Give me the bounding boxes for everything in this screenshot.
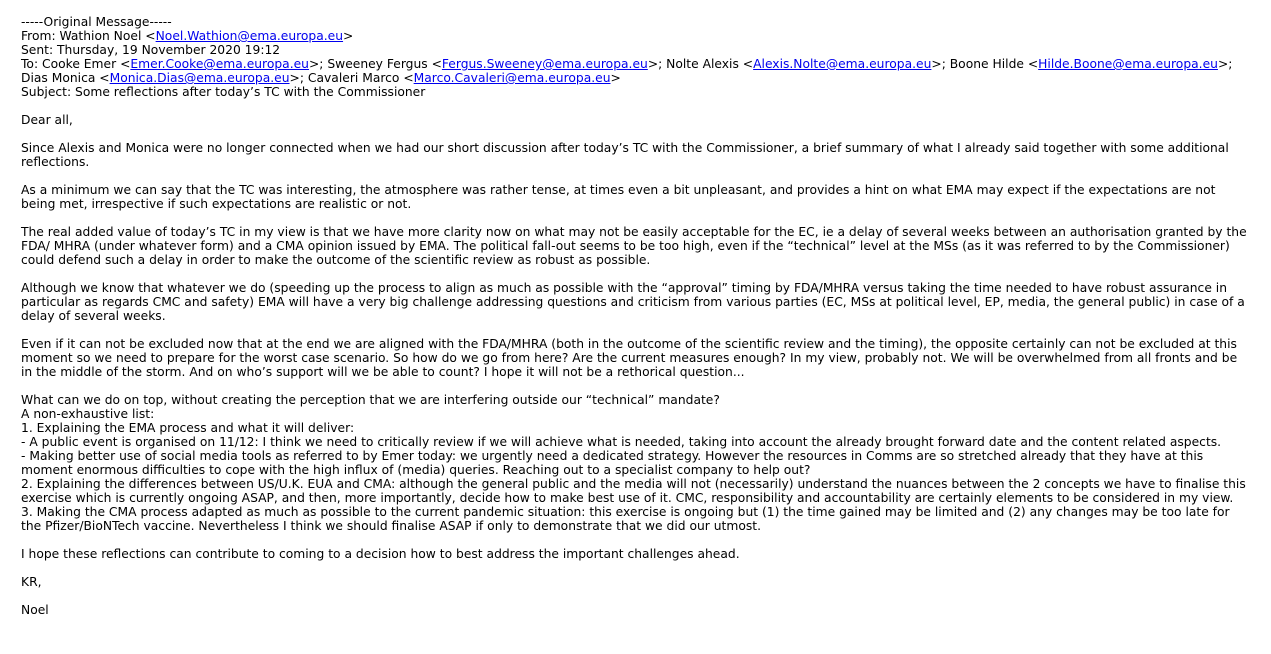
list-item: 2. Explaining the differences between US/U.K. EUA and CMA: although the general public and the media will not (necessarily) understand the nuances between the 2 concepts we have to finalise this exercise which is currently ongoing ASAP, and then, more importantly, decide how to make best use of it. CMC, responsibility and accountability are certainly elements to be considered in my view.: [21, 477, 1246, 505]
paragraph: Even if it can not be excluded now that at the end we are aligned with the FDA/MHRA (both in the outcome of the scientific review and the timing), the opposite certainly can not be excluded at this moment so we need to prepare for the worst case scenario. So how do we go from here? Are the current measures enough? In my view, probably not. We will be overwhelmed from all fronts and be in the middle of the storm. And on who’s support will we be able to count? I hope it will not be a rethorical question...: [21, 337, 1238, 379]
recipient-email-link[interactable]: Emer.Cooke@ema.europa.eu: [130, 57, 309, 71]
list-item: 3. Making the CMA process adapted as much as possible to the current pandemic situation: this exercise is ongoing but (1) the time gained may be limited and (2) any changes may be too late for the Pfizer/BioNTech vaccine. Nevertheless I think we should finalise ASAP if only to demonstrate that we did our utmost.: [21, 505, 1230, 533]
recipient-close: >;: [289, 71, 308, 85]
recipient-email-link[interactable]: Marco.Cavaleri@ema.europa.eu: [413, 71, 611, 85]
recipient-name: Cavaleri Marco <: [307, 71, 414, 85]
to-line: [21, 57, 1251, 85]
recipient-name: Cooke Emer <: [42, 57, 131, 71]
paragraph: Although we know that whatever we do (speeding up the process to align as much as possible with the “approval” timing by FDA/MHRA versus taking the time needed to have robust assurance in particular as regards CMC and safety) EMA will have a very big challenge addressing questions and criticism from various parties (EC, MSs at political level, EP, media, the general public) in case of a delay of several weeks.: [21, 281, 1245, 323]
closing-paragraph: I hope these reflections can contribute to coming to a decision how to best address the important challenges ahead.: [21, 547, 740, 561]
list-item: 1. Explaining the EMA process and what it will deliver:: [21, 421, 355, 435]
recipient-email-link[interactable]: Monica.Dias@ema.europa.eu: [109, 71, 290, 85]
recipient-email-link[interactable]: Alexis.Nolte@ema.europa.eu: [753, 57, 932, 71]
recipient-name: Boone Hilde <: [949, 57, 1039, 71]
to-label: To:: [21, 57, 42, 71]
from-email-link[interactable]: Noel.Wathion@ema.europa.eu: [155, 29, 344, 43]
recipient-close: >;: [308, 57, 328, 71]
paragraph: As a minimum we can say that the TC was interesting, the atmosphere was rather tense, at times even a bit unpleasant, and provides a hint on what EMA may expect if the expectations are not being met, irrespective if such expectations are realistic or not.: [21, 183, 1216, 211]
recipient-close: >;: [1217, 57, 1233, 71]
subject-line: Subject: Some reflections after today’s TC with the Commissioner: [21, 85, 426, 99]
signature: Noel: [21, 603, 49, 617]
recipient-close: >;: [647, 57, 667, 71]
list-subitem: - A public event is organised on 11/12: I think we need to critically review if we will achieve what is needed, taking into account the already brought forward date and the content related aspects.: [21, 435, 1222, 449]
email-header: [21, 15, 1251, 99]
question-line: What can we do on top, without creating the perception that we are interfering outside our “technical” mandate?: [21, 393, 720, 407]
recipient-email-link[interactable]: Fergus.Sweeney@ema.europa.eu: [441, 57, 648, 71]
recipient-name: Nolte Alexis <: [666, 57, 754, 71]
original-message-separator: -----Original Message-----: [21, 15, 172, 29]
from-line: [21, 29, 1251, 43]
greeting: Dear all,: [21, 113, 73, 127]
paragraph: Since Alexis and Monica were no longer connected when we had our short discussion after today’s TC with the Commissioner, a brief summary of what I already said together with some additional reflections.: [21, 141, 1229, 169]
sign-off: KR,: [21, 575, 42, 589]
list-subitem: - Making better use of social media tools as referred to by Emer today: we urgently need a dedicated strategy. However the resources in Comms are so stretched already that they have at this moment enormous difficulties to cope with the high influx of (media) queries. Reaching out to a specialist company to help out?: [21, 449, 1204, 477]
recipient-email-link[interactable]: Hilde.Boone@ema.europa.eu: [1038, 57, 1218, 71]
from-close: >: [343, 29, 354, 43]
recipient-name: Dias Monica <: [21, 71, 110, 85]
recipient-list: [21, 57, 1232, 85]
paragraph: The real added value of today’s TC in my view is that we have more clarity now on what may not be easily acceptable for the EC, ie a delay of several weeks between an authorisation granted by the FDA/ MHRA (under whatever form) and a CMA opinion issued by EMA. The political fall-out seems to be too high, even if the “technical” level at the MSs (as it was referred to by the Commissioner) could defend such a delay in order to make the outcome of the scientific review as robust as possible.: [21, 225, 1247, 267]
from-label: From: Wathion Noel <: [21, 29, 156, 43]
recipient-name: Sweeney Fergus <: [327, 57, 442, 71]
list-intro: A non-exhaustive list:: [21, 407, 155, 421]
recipient-close: >;: [931, 57, 950, 71]
recipient-close: >: [610, 71, 621, 85]
sent-line: Sent: Thursday, 19 November 2020 19:12: [21, 43, 281, 57]
